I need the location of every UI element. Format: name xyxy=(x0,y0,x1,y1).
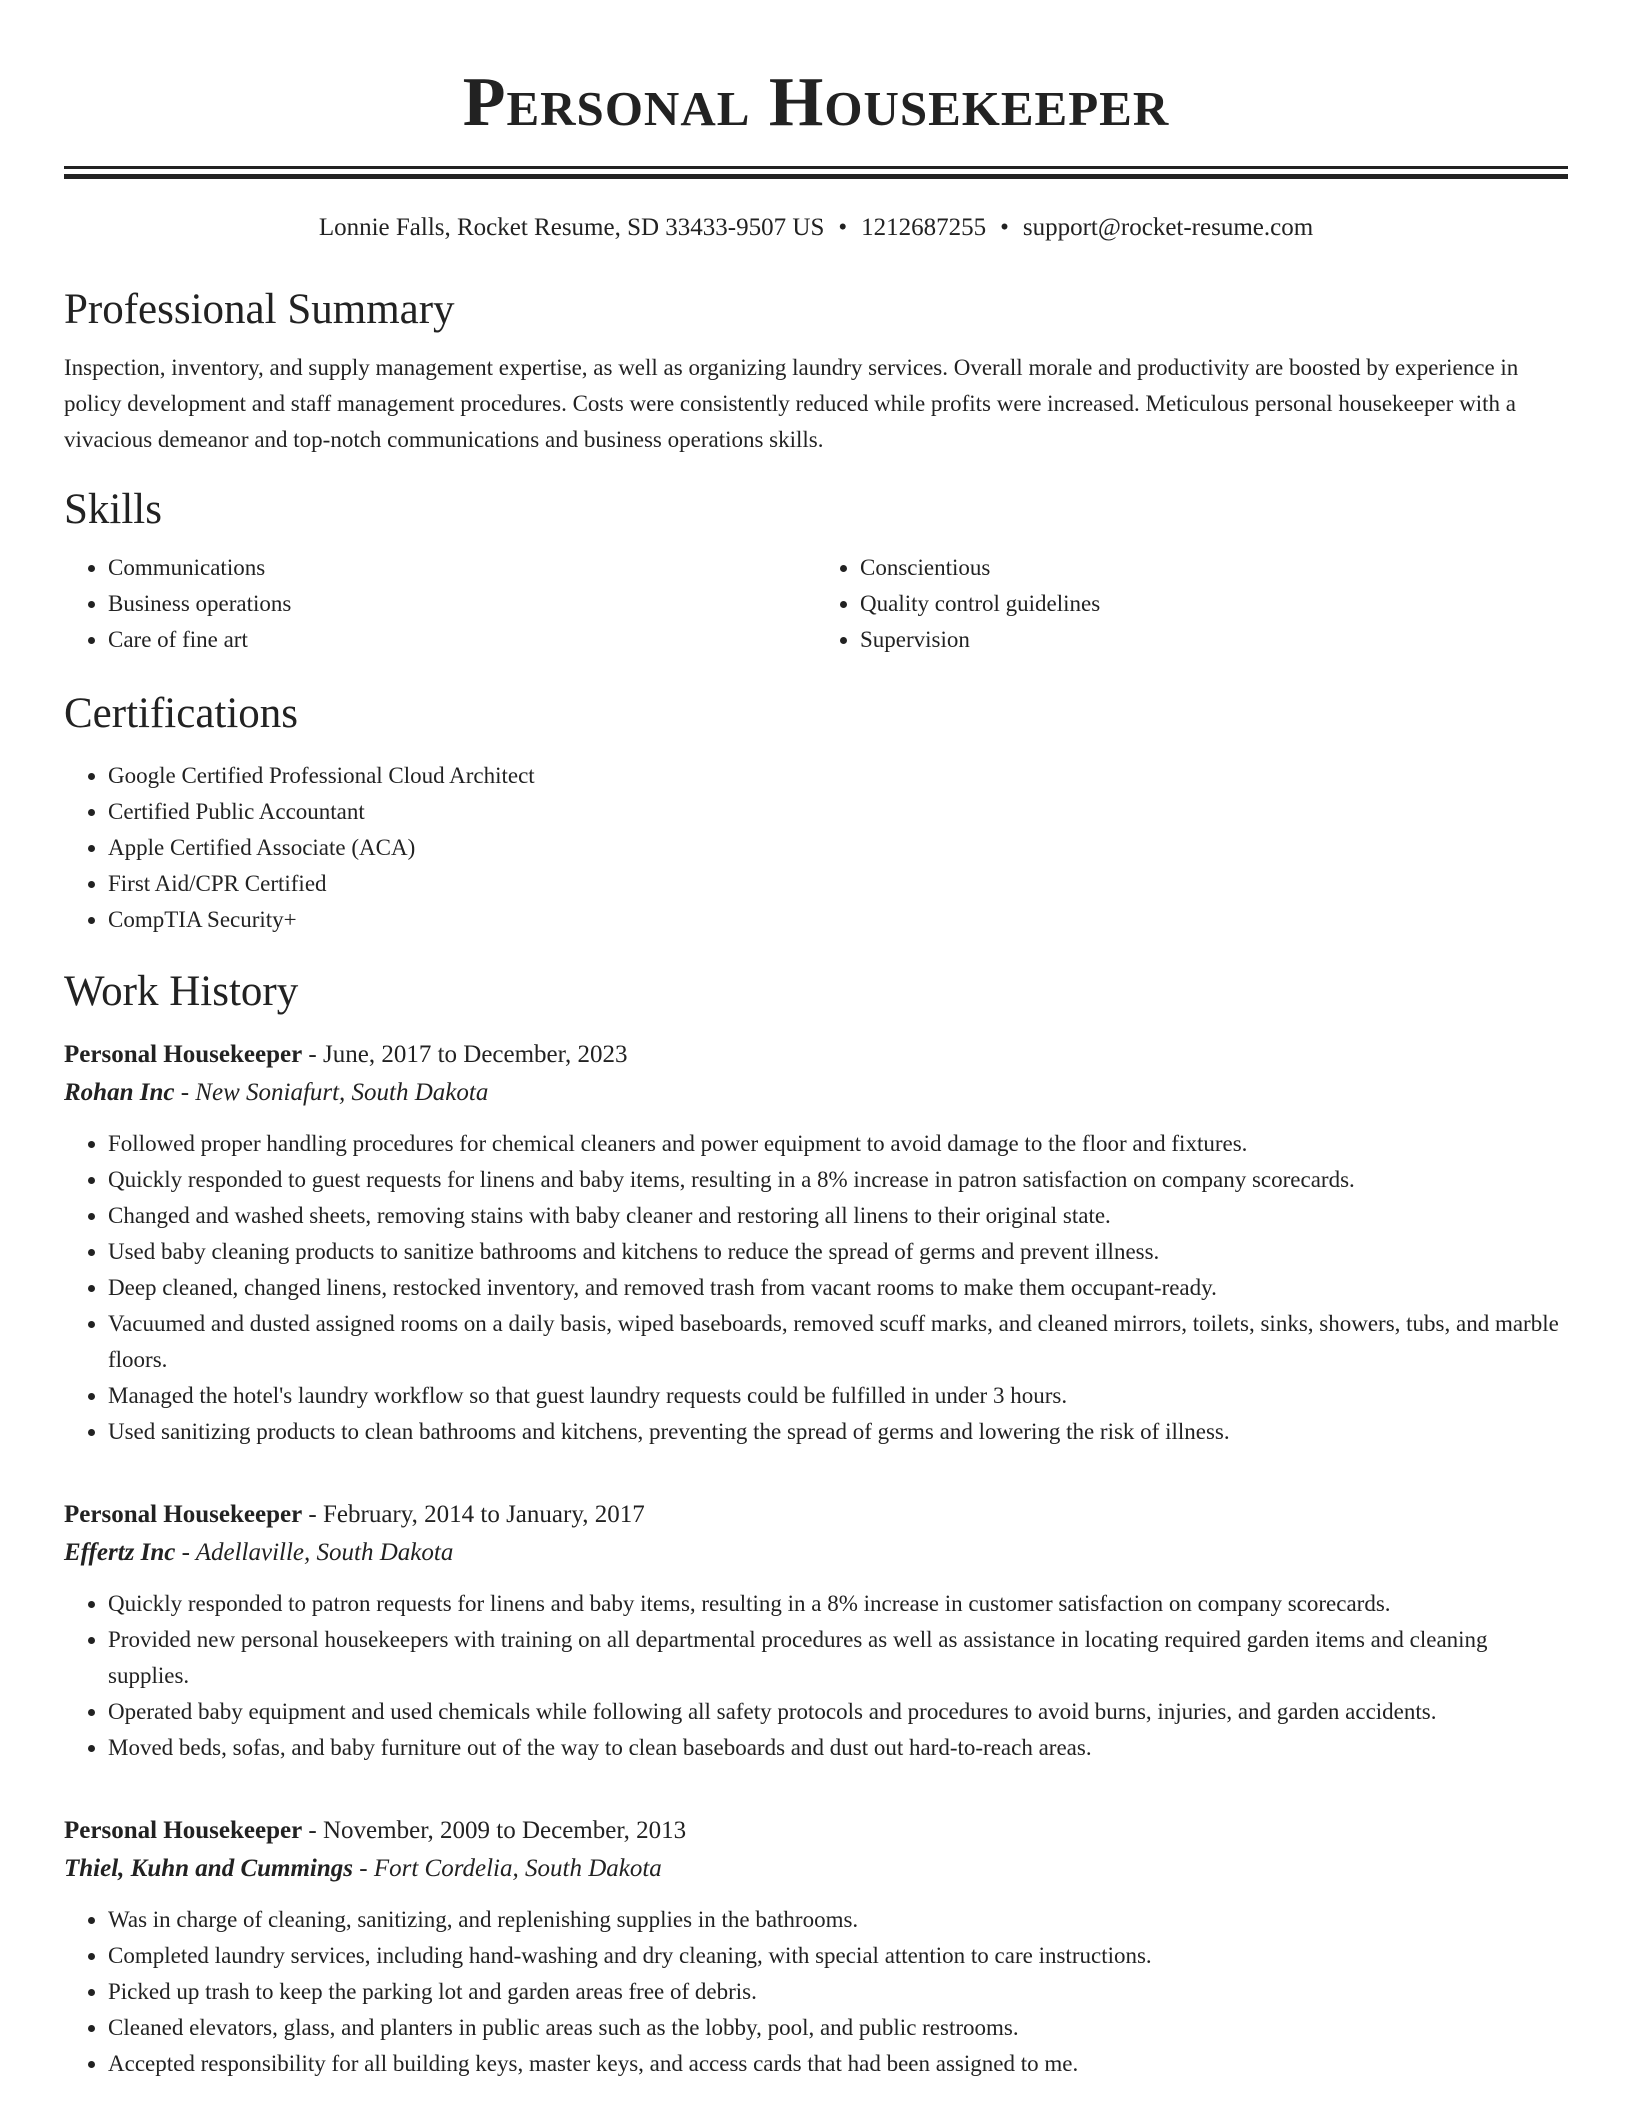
certification-item: • First Aid/CPR Certified xyxy=(108,866,1568,902)
job-title: Personal Housekeeper xyxy=(64,1041,303,1068)
job-bullet: • Quickly responded to patron requests for linens and baby items, resulting in a 8% increase in customer satisfaction on company scorecards. xyxy=(108,1586,1568,1622)
skills-list-right xyxy=(816,550,1568,658)
certification-item: • Certified Public Accountant xyxy=(108,794,1568,830)
company-name: Thiel, Kuhn and Cummings xyxy=(64,1855,354,1882)
header-rule-thick xyxy=(64,166,1568,169)
company-dash: - xyxy=(175,1539,196,1566)
skill-item: • Conscientious xyxy=(860,550,1568,586)
skill-item: • Communications xyxy=(108,550,816,586)
skills-list-left xyxy=(64,550,816,658)
job-bullet: • Quickly responded to guest requests for linens and baby items, resulting in a 8% increase in patron satisfaction on company scorecards. xyxy=(108,1162,1568,1198)
job-title-line xyxy=(64,1496,1568,1534)
job-bullet: • Followed proper handling procedures for chemical cleaners and power equipment to avoid damage to the floor and fixtures. xyxy=(108,1126,1568,1162)
job-entry xyxy=(64,1036,1568,1450)
job-dash: - xyxy=(302,1501,323,1528)
company-name: Rohan Inc xyxy=(64,1079,175,1106)
summary-text: Inspection, inventory, and supply management expertise, as well as organizing laundry services. Overall morale and productivity are boosted by experience in policy development and staff management procedures. Costs were consistently reduced while profits were increased. Meticulous personal housekeeper with a vivacious demeanor and top-notch communications and business operations skills. xyxy=(64,355,1519,452)
job-bullet: • Used baby cleaning products to sanitize bathrooms and kitchens to reduce the spread of germs and prevent illness. xyxy=(108,1234,1568,1270)
resume-page xyxy=(64,0,1568,2082)
contact-separator: • xyxy=(838,214,848,241)
company-line xyxy=(64,1074,1568,1112)
skill-item: • Quality control guidelines xyxy=(860,586,1568,622)
job-bullet: • Picked up trash to keep the parking lot and garden areas free of debris. xyxy=(108,1974,1568,2010)
company-location: New Soniafurt, South Dakota xyxy=(195,1079,489,1106)
job-bullet: • Was in charge of cleaning, sanitizing, and replenishing supplies in the bathrooms. xyxy=(108,1902,1568,1938)
contact-phone: 1212687255 xyxy=(861,214,987,241)
job-bullet: • Vacuumed and dusted assigned rooms on a daily basis, wiped baseboards, removed scuff marks, and cleaned mirrors, toilets, sinks, showers, tubs, and marble floors. xyxy=(108,1306,1568,1378)
job-bullet: • Operated baby equipment and used chemicals while following all safety protocols and procedures to avoid burns, injuries, and garden accidents. xyxy=(108,1694,1568,1730)
job-bullet: • Accepted responsibility for all building keys, master keys, and access cards that had been assigned to me. xyxy=(108,2046,1568,2082)
contact-email: support@rocket-resume.com xyxy=(1022,214,1314,241)
job-title-line xyxy=(64,1812,1568,1850)
skills-heading: Skills xyxy=(64,486,162,533)
job-bullet: • Deep cleaned, changed linens, restocked inventory, and removed trash from vacant rooms to make them occupant-ready. xyxy=(108,1270,1568,1306)
job-dates: June, 2017 to December, 2023 xyxy=(323,1041,628,1068)
job-bullets xyxy=(64,1902,1568,2082)
job-title: Personal Housekeeper xyxy=(64,1501,303,1528)
job-bullet: • Used sanitizing products to clean bathrooms and kitchens, preventing the spread of germs and lowering the risk of illness. xyxy=(108,1414,1568,1450)
contact-line xyxy=(64,212,1568,244)
job-entry xyxy=(64,1812,1568,2082)
job-title-line xyxy=(64,1036,1568,1074)
job-bullet: • Managed the hotel's laundry workflow so that guest laundry requests could be fulfilled in under 3 hours. xyxy=(108,1378,1568,1414)
skills-columns xyxy=(64,550,1568,658)
job-bullet: • Moved beds, sofas, and baby furniture out of the way to clean baseboards and dust out hard-to-reach areas. xyxy=(108,1730,1568,1766)
job-title: Personal Housekeeper xyxy=(64,1817,303,1844)
skill-item: • Supervision xyxy=(860,622,1568,658)
work-history-heading: Work History xyxy=(64,968,299,1015)
certifications-heading: Certifications xyxy=(64,690,299,737)
contact-address: Lonnie Falls, Rocket Resume, SD 33433-9507 US xyxy=(318,214,825,241)
summary-heading: Professional Summary xyxy=(64,286,455,333)
job-dates: November, 2009 to December, 2013 xyxy=(323,1817,687,1844)
skill-item: • Business operations xyxy=(108,586,816,622)
company-line xyxy=(64,1534,1568,1572)
resume-name: Personal Housekeeper xyxy=(462,64,1170,141)
company-name: Effertz Inc xyxy=(64,1539,176,1566)
job-bullets xyxy=(64,1126,1568,1450)
certification-item: • CompTIA Security+ xyxy=(108,902,1568,938)
skill-item: • Care of fine art xyxy=(108,622,816,658)
job-dash: - xyxy=(302,1041,323,1068)
job-bullet: • Changed and washed sheets, removing stains with baby cleaner and restoring all linens to their original state. xyxy=(108,1198,1568,1234)
certification-item: • Apple Certified Associate (ACA) xyxy=(108,830,1568,866)
company-location: Fort Cordelia, South Dakota xyxy=(373,1855,662,1882)
certification-item: • Google Certified Professional Cloud Architect xyxy=(108,758,1568,794)
company-location: Adellaville, South Dakota xyxy=(195,1539,454,1566)
job-dates: February, 2014 to January, 2017 xyxy=(323,1501,645,1528)
company-dash: - xyxy=(174,1079,196,1106)
job-bullets xyxy=(64,1586,1568,1766)
job-dash: - xyxy=(302,1817,323,1844)
job-bullet: • Provided new personal housekeepers with training on all departmental procedures as well as assistance in locating required garden items and cleaning supplies. xyxy=(108,1622,1568,1694)
certifications-list xyxy=(64,758,1568,938)
company-dash: - xyxy=(353,1855,374,1882)
company-line xyxy=(64,1850,1568,1888)
job-bullet: • Cleaned elevators, glass, and planters in public areas such as the lobby, pool, and public restrooms. xyxy=(108,2010,1568,2046)
job-entry xyxy=(64,1496,1568,1766)
contact-separator: • xyxy=(1000,214,1009,241)
job-bullet: • Completed laundry services, including hand-washing and dry cleaning, with special attention to care instructions. xyxy=(108,1938,1568,1974)
header-rule-thin xyxy=(64,174,1568,179)
